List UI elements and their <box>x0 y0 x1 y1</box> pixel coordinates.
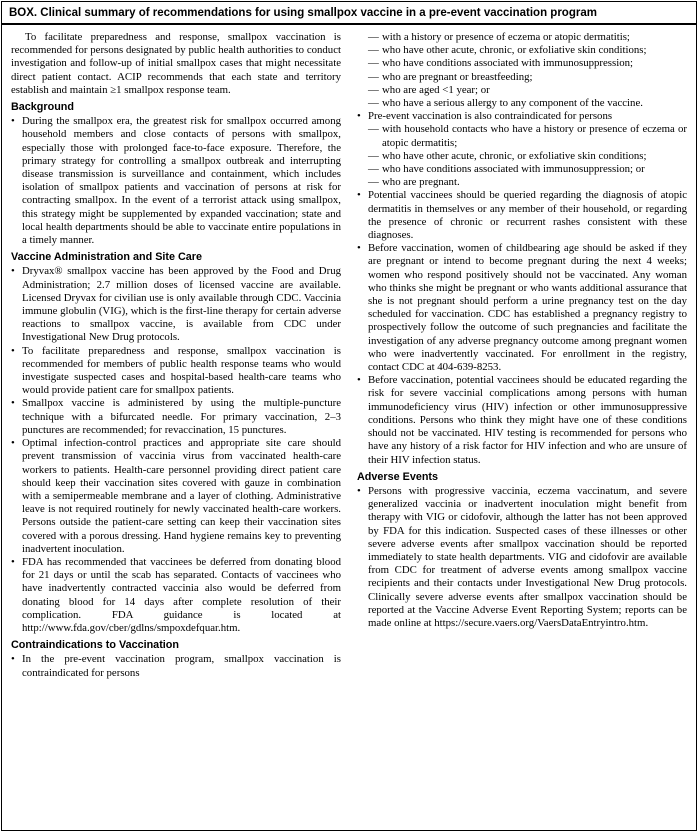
bullet-text: In the pre-event vaccination program, smallpox vaccination is contraindicated for persons <box>22 653 341 679</box>
dash-text: who have a serious allergy to any component of the vaccine. <box>382 97 643 110</box>
bullet-text: FDA has recommended that vaccinees be deferred from donating blood for 21 days or until the scab has separated. Contacts of vaccinees who have inadvertently contracted vaccinia also would be deferred from donating blood for 14 days after complete resolution of their complication. FDA guidance is located at http://www.fda.gov/cber/gdlns/smpoxdefquar.htm. <box>22 555 341 634</box>
bullet-text: Persons with progressive vaccinia, eczema vaccinatum, and severe generalized vaccinia or inadvertent inoculation might benefit from therapy with VIG or cidofovir, although the latter has not been approved by FDA for this indication. Suspected cases of these illnesses or other severe adverse events after smallpox vaccination should be reported immediately to state health departments. VIG and cidofovir are available from CDC for treatment of adverse events among smallpox vaccine recipients and their contacts under Investigational New Drug protocols. Clinically severe adverse events after smallpox vaccination should be reported at the Vaccine Adverse Event Reporting System; reports can be made online at https://secure.vaers.org/VaersDataEntryintro.htm. <box>368 484 687 629</box>
dash-item <box>368 84 687 97</box>
dash-marker-icon: — <box>368 83 379 96</box>
bullet-item <box>357 110 687 123</box>
dash-item <box>368 123 687 149</box>
dash-marker-icon: — <box>368 70 379 83</box>
bullet-text: Dryvax® smallpox vaccine has been approved by the Food and Drug Administration; 2.7 million doses of licensed vaccine are available. Licensed Dryvax for civilian use is only available through CDC. Vaccinia immune globulin (VIG), which is the first-line therapy for certain adverse reactions to smallpox vaccine, is available from CDC under Investigational New Drug protocols. <box>22 265 341 344</box>
bullet-marker-icon: • <box>357 189 361 202</box>
box-title: BOX. Clinical summary of recommendations for using smallpox vaccine in a pre-event vaccination program <box>2 2 696 25</box>
bullet-text: Smallpox vaccine is administered by using the multiple-puncture technique with a bifurcated needle. For primary vaccination, 2–3 punctures are recommended; for revaccination, 15 punctures. <box>22 397 341 436</box>
bullet-marker-icon: • <box>11 115 15 128</box>
dash-text: who are pregnant. <box>382 176 460 189</box>
section-heading: Adverse Events <box>357 470 439 483</box>
bullet-marker-icon: • <box>11 437 15 450</box>
bullet-text: To facilitate preparedness and response, smallpox vaccination is recommended for members of public health response teams who would investigate suspected cases and hospital-based health-care teams who would provide patient care for smallpox patients. <box>22 344 341 397</box>
bullet-text: Pre-event vaccination is also contraindicated for persons <box>368 110 613 123</box>
intro-paragraph: To facilitate preparedness and response, smallpox vaccination is recommended for persons designated by public health authorities to conduct investigation and follow-up of initial smallpox cases that might necessitate direct patient contact. ACIP recommends that each state and territory establish and maintain ≥1 smallpox response team. <box>11 31 341 96</box>
section-heading: Contraindications to Vaccination <box>11 639 179 652</box>
bullet-marker-icon: • <box>357 374 361 387</box>
dash-text: with household contacts who have a history or presence of eczema or atopic dermatitis; <box>382 123 687 149</box>
bullet-marker-icon: • <box>357 110 361 123</box>
bullet-item <box>11 345 341 398</box>
dash-list <box>368 123 687 189</box>
bullet-marker-icon: • <box>357 484 361 497</box>
dash-marker-icon: — <box>368 31 379 43</box>
dash-text: who are pregnant or breastfeeding; <box>382 70 533 83</box>
dash-marker-icon: — <box>368 163 379 176</box>
section-heading: Vaccine Administration and Site Care <box>11 251 203 264</box>
dash-item <box>368 31 687 44</box>
dash-marker-icon: — <box>368 176 379 189</box>
dash-item <box>368 44 687 57</box>
dash-text: who have other acute, chronic, or exfoliative skin conditions; <box>382 149 647 162</box>
dash-marker-icon: — <box>368 149 379 162</box>
bullet-item <box>357 242 687 374</box>
box-content <box>2 25 696 830</box>
bullet-text: Potential vaccinees should be queried regarding the diagnosis of atopic dermatitis in themselves or any member of their household, or regarding the presence of chronic or recurrent rashes consistent with these diagnoses. <box>368 189 687 242</box>
bullet-marker-icon: • <box>11 344 15 357</box>
bullet-item <box>11 653 341 679</box>
dash-item <box>368 57 687 70</box>
bullet-text: Before vaccination, potential vaccinees should be educated regarding the risk for severe vaccinial complications among persons with human immunodeficiency virus (HIV) infection or other immunosuppressive conditions. Persons who think they might have one of these conditions should not be vaccinated. HIV testing is recommended for persons who have any history of a risk factor for HIV infection and who are unsure of their HIV infection status. <box>368 374 687 466</box>
bullet-marker-icon: • <box>11 397 15 410</box>
dash-text: with a history or presence of eczema or atopic dermatitis; <box>382 31 630 43</box>
dash-item <box>368 97 687 110</box>
dash-marker-icon: — <box>368 97 379 110</box>
clinical-summary-box <box>1 1 697 831</box>
dash-marker-icon: — <box>368 44 379 57</box>
bullet-item <box>11 437 341 556</box>
dash-text: who have conditions associated with immunosuppression; or <box>382 163 645 176</box>
dash-item <box>368 150 687 163</box>
dash-item <box>368 71 687 84</box>
bullet-item <box>11 115 341 247</box>
bullet-marker-icon: • <box>11 555 15 568</box>
dash-item <box>368 163 687 176</box>
dash-text: who are aged <1 year; or <box>382 83 490 96</box>
bullet-item <box>11 265 341 344</box>
dash-list <box>368 31 687 110</box>
bullet-text: Optimal infection-control practices and appropriate site care should prevent transmission of vaccinia virus from vaccinated health-care workers to patients. Health-care personnel providing direct patient care should keep their vaccination sites covered with gauze in combination with a semipermeable membrane and a layer of clothing. Administrative leave is not required routinely for newly vaccinated health-care workers. Persons outside the patient-care setting can keep their vaccination sites covered with a porous dressing. Hand hygiene remains key to preventing inadvertent inoculation. <box>22 437 341 555</box>
bullet-item <box>11 556 341 635</box>
bullet-item <box>357 374 687 466</box>
bullet-text: Before vaccination, women of childbearing age should be asked if they are pregnant or intend to become pregnant during the next 4 weeks; women who respond positively should not be vaccinated. Any woman who thinks she might be pregnant or who wants additional assurance that she is not pregnant should perform a urine pregnancy test on the day scheduled for vaccination. CDC has established a pregnancy registry to prospectively follow the outcome of such pregnancies and facilitate the investigation of any adverse pregnancy outcome among pregnant women who were inadvertently vaccinated. For enrollment in the registry, contact CDC at 404-639-8253. <box>368 242 687 374</box>
dash-marker-icon: — <box>368 57 379 70</box>
bullet-marker-icon: • <box>11 265 15 278</box>
bullet-item <box>357 485 687 630</box>
dash-text: who have other acute, chronic, or exfoliative skin conditions; <box>382 44 647 57</box>
bullet-marker-icon: • <box>357 242 361 255</box>
dash-item <box>368 176 687 189</box>
bullet-marker-icon: • <box>11 653 15 666</box>
bullet-item <box>357 189 687 242</box>
dash-marker-icon: — <box>368 123 379 136</box>
section-heading: Background <box>11 101 74 114</box>
dash-text: who have conditions associated with immunosuppression; <box>382 57 633 70</box>
bullet-text: During the smallpox era, the greatest risk for smallpox occurred among household members and close contacts of persons with smallpox, especially those with prolonged face-to-face exposure. Therefore, the primary strategy for controlling a smallpox outbreak and interrupting disease transmission is surveillance and containment, which includes isolation of smallpox patients and vaccination of persons at risk for contracting smallpox. In the event of a terrorist attack using smallpox, this strategy might be supplemented by expanded vaccination; state and local health departments should be able to vaccinate entire populations in a timely manner. <box>22 115 341 247</box>
bullet-item <box>11 397 341 437</box>
